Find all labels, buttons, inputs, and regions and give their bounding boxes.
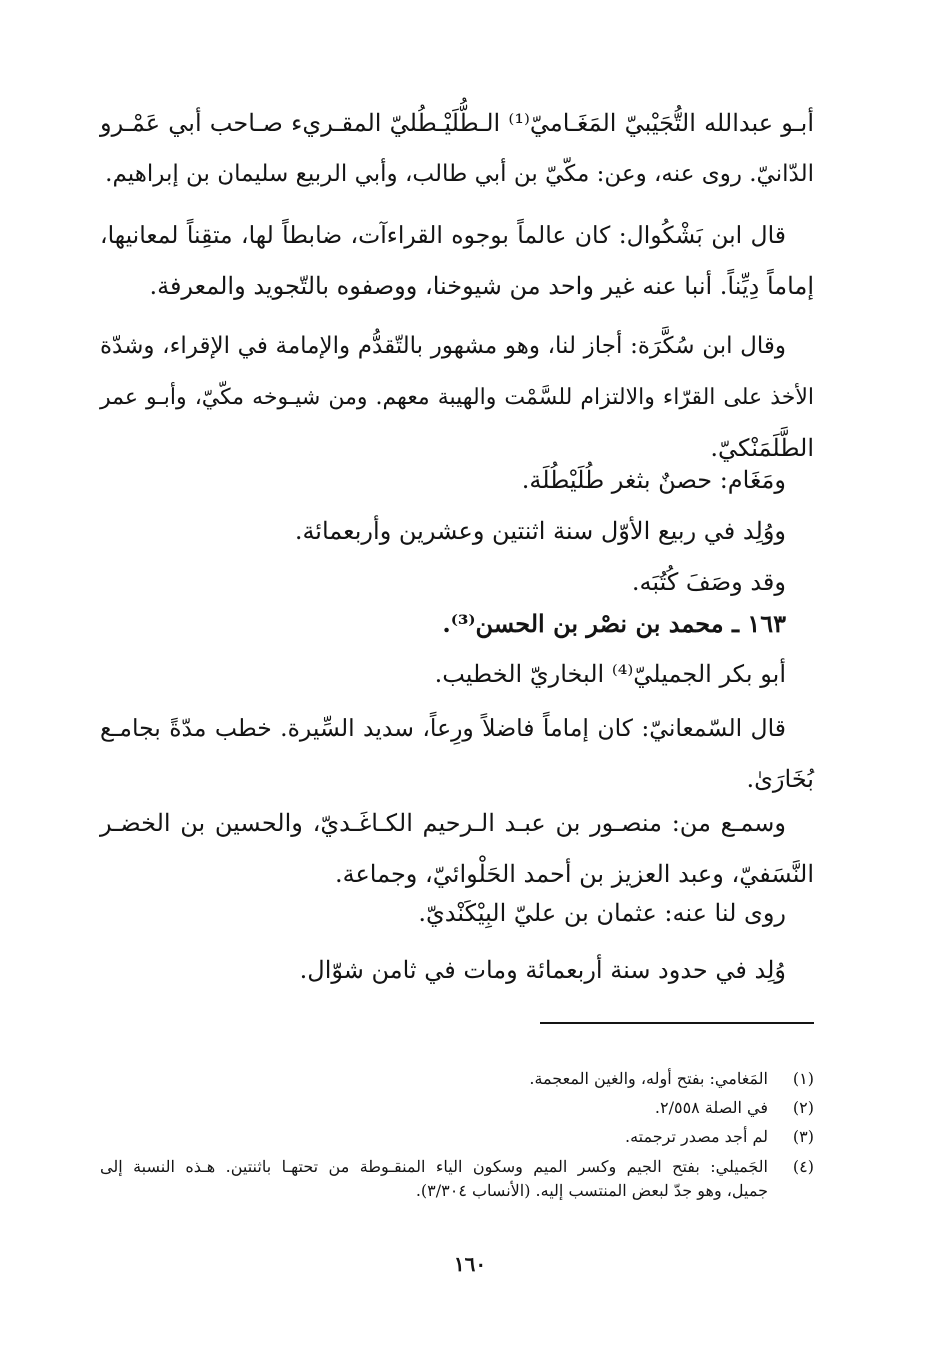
paragraph-9 [100, 945, 814, 996]
footnote-text: جميل، وهو جدّ لبعض المنتسب إليه. (الأنساب ٣/٣٠٤). [415, 1181, 768, 1200]
paragraph-3 [100, 321, 814, 474]
text-line: وقال ابن سُكَّرَة: أجاز لنا، وهو مشهور بالتّقدُّم والإمامة في الإقراء، وشدّة [100, 333, 786, 359]
text-line: وُلِد في حدود سنة أربعمائة ومات في ثامن شوّال. [299, 956, 786, 984]
text-line: روى لنا عنه: عثمان بن عليّ البِيْكَنْديّ. [418, 899, 786, 927]
paragraph-2 [100, 210, 814, 312]
page-number: ١٦٠ [453, 1252, 487, 1276]
footnote-text: الجَميلي: بفتح الجيم وكسر الميم وسكون الياء المنقـوطة من تحتهـا باثنتين. هـذه النسبة إلى [100, 1157, 768, 1176]
text-line: ومَغَام: حصنٌ بثغر طُلَيْطُلَة. [521, 466, 786, 494]
paragraph-8 [100, 888, 814, 939]
text-line: إماماً دِيِّناً. أنبا عنه غير واحد من شيوخنا، ووصفوه بالتّجويد والمعرفة. [149, 272, 814, 300]
footnote-number: (٢) [792, 1098, 814, 1117]
text-line: أبـو عبدالله التُّجَيْبيّ المَغَـاميّ⁽¹⁾ الـطُّلَيْـطُليّ المقـريء صـاحب أبي عَمْـرو [100, 109, 814, 137]
text-line: بُخَارَىٰ. [746, 765, 814, 793]
text-line: ووُلِد في ربيع الأوّل سنة اثنتين وعشرين وأربعمائة. [294, 517, 786, 545]
footnote-number: (٣) [792, 1127, 814, 1146]
footnote-body [100, 1155, 768, 1203]
text-line: قال ابن بَشْكُوال: كان عالماً بوجوه القراءآت، ضابطاً لها، متقِناً لمعانيها، [100, 221, 786, 249]
entry-163 [100, 598, 814, 700]
entry-heading: ١٦٣ ـ محمد بن نصْر بن الحسن⁽³⁾. [442, 609, 786, 638]
footnote-3 [100, 1125, 814, 1149]
text-line: الطَّلَمَنْكيّ. [710, 434, 814, 462]
footnote-2 [100, 1096, 814, 1120]
footnote-divider [540, 1022, 814, 1024]
text-line: أبو بكر الجميليّ⁽⁴⁾ البخاريّ الخطيب. [434, 660, 786, 688]
paragraph-7 [100, 798, 814, 900]
paragraph-1 [100, 98, 814, 200]
footnote-number: (١) [792, 1069, 814, 1088]
footnote-number: (٤) [792, 1157, 814, 1176]
text-line: الأخذ على القرّاء والالتزام للسَّمْت والهيبة معهم. ومن شيـوخه مكّيّ، وأبـو عمر [100, 385, 814, 410]
footnote-text: المَغامي: بفتح أوله، والغين المعجمة. [529, 1069, 768, 1088]
text-line: قال السّمعانيّ: كان إماماً فاضلاً ورِعاً، سديد السِّيرة. خطب مدّةً بجامـع [100, 714, 786, 742]
footnote-text: لم أجد مصدر ترجمته. [625, 1127, 768, 1146]
footnote-4 [100, 1155, 814, 1203]
footnote-1 [100, 1067, 814, 1091]
footnote-text: في الصلة ٢/٥٥٨. [654, 1098, 768, 1117]
text-line: وقد وصَفَ كُتُبَه. [631, 568, 786, 596]
text-line: الدّانيّ. روى عنه، وعن: مكّيّ بن أبي طالب، وأبي الربيع سليمان بن إبراهيم. [105, 161, 814, 187]
text-line: النَّسَفيّ، وعبد العزيز بن أحمد الحَلْوائيّ، وجماعة. [334, 860, 814, 888]
text-line: وسمـع من: منصـور بن عبـد الـرحيم الكـاغَـديّ، والحسين بن الخضـر [100, 809, 787, 837]
paragraph-6 [100, 703, 814, 805]
paragraph-4 [100, 455, 814, 608]
